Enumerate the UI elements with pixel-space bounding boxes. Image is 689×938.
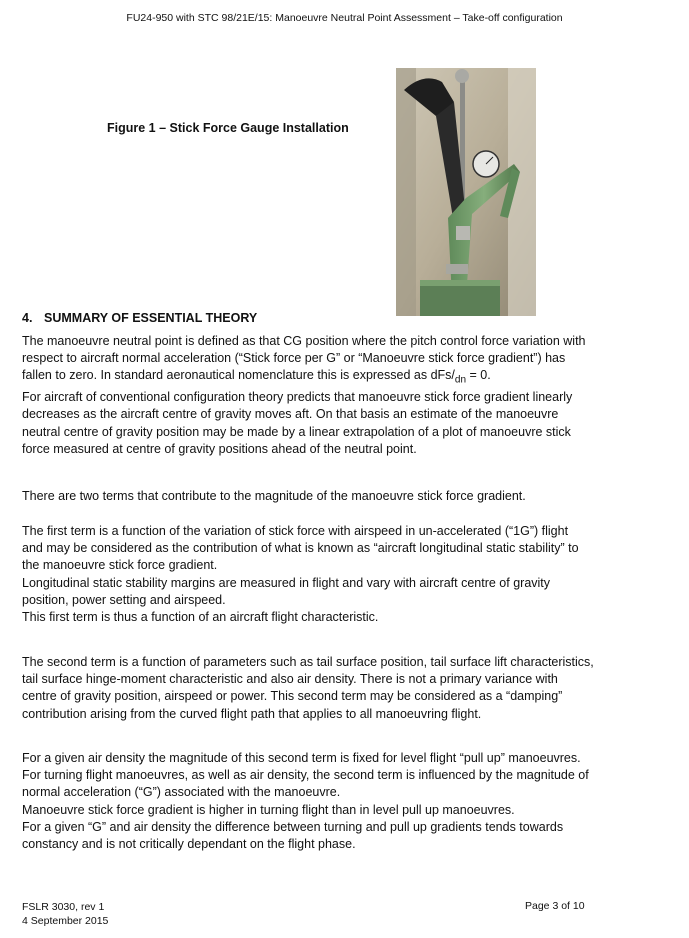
paragraph-second-term [22,654,672,723]
text-line: neutral centre of gravity position may be made by a linear extrapolation of a plot of manoeuvre stick [22,424,571,439]
text-line: force measured at centre of gravity positions ahead of the neutral point. [22,441,417,456]
formula-denominator: dn [454,374,467,386]
text-line: Manoeuvre stick force gradient is higher in turning flight than in level pull up manoeuvres. [22,802,515,817]
text-line: Longitudinal static stability margins are measured in flight and vary with aircraft centre of gravity [22,575,551,590]
text-line: position, power setting and airspeed. [22,592,226,607]
paragraph-first-term [22,523,672,626]
text-line: There are two terms that contribute to the magnitude of the manoeuvre stick force gradient. [22,489,526,503]
figure-caption: Figure 1 – Stick Force Gauge Installation [107,121,349,135]
paragraph-two-terms [22,488,672,505]
text-line: For turning flight manoeuvres, as well as air density, the second term is influenced by the magnitude of [22,768,589,783]
section-number: 4. [22,311,33,325]
footer-document-info [22,900,108,928]
paragraph-neutral-point [22,333,672,458]
formula-numerator: dFs/ [430,368,455,383]
text-line: The second term is a function of parameters such as tail surface position, tail surface lift characteristics, [22,655,594,669]
footer-page-number: Page 3 of 10 [525,900,585,912]
text-line: For a given “G” and air density the difference between turning and pull up gradients tends towards [22,819,564,834]
text-line: For a given air density the magnitude of this second term is fixed for level flight “pull up” manoeuvres. [22,751,581,765]
footer-doc-id: FSLR 3030, rev 1 [22,901,105,913]
text-line: For aircraft of conventional configuration theory predicts that manoeuvre stick force gradient linearly [22,390,573,405]
paragraph-air-density [22,750,672,853]
text-line: The manoeuvre neutral point is defined as that CG position where the pitch control force variation with [22,334,586,348]
text-line-part: fallen to zero. In standard aeronautical nomenclature this is expressed as [22,368,428,383]
formula-suffix: = 0. [466,368,491,383]
text-line: decreases as the aircraft centre of gravity moves aft. On that basis an estimate of the manoeuvre [22,407,559,422]
text-line: respect to aircraft normal acceleration (“Stick force per G” or “Manoeuvre stick force gradient”) has [22,351,566,366]
text-line: normal acceleration (“G”) associated with the manoeuvre. [22,785,341,800]
text-line: contribution arising from the curved flight path that applies to all manoeuvring flight. [22,706,482,721]
footer-date: 4 September 2015 [22,915,109,927]
section-heading [22,311,257,325]
text-line: This first term is thus a function of an aircraft flight characteristic. [22,610,379,625]
page-header: FU24-950 with STC 98/21E/15: Manoeuvre Neutral Point Assessment – Take-off configuration [126,12,563,24]
text-line: The first term is a function of the variation of stick force with airspeed in un-accelerated (“1G”) flight [22,524,569,538]
section-title: SUMMARY OF ESSENTIAL THEORY [44,311,258,325]
text-line: constancy and is not critically dependant on the flight phase. [22,837,356,852]
text-line [22,367,672,389]
text-line: and may be considered as the contribution of what is known as “aircraft longitudinal static stability” to [22,541,579,556]
text-line: the manoeuvre stick force gradient. [22,558,218,573]
stick-force-gauge-photo [396,68,536,316]
text-line: centre of gravity position, airspeed or power. This second term may be considered as a “damping” [22,689,563,704]
text-line: tail surface hinge-moment characteristic and also air density. There is not a primary variance with [22,672,558,687]
formula-stick-force-per-g [430,368,491,386]
